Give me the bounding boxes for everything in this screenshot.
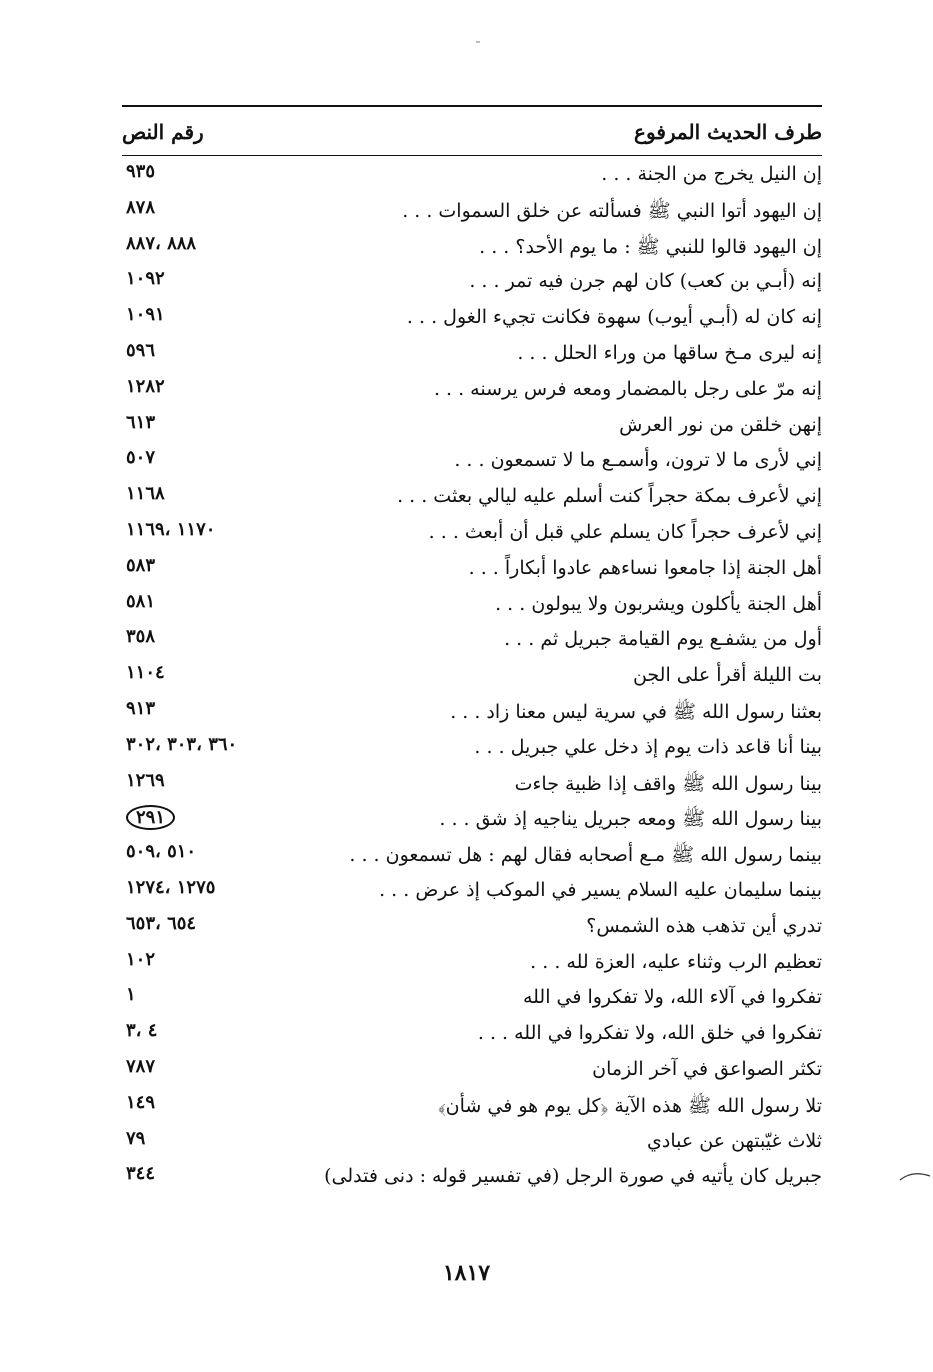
table-row (122, 228, 822, 264)
hadith-text: تفكروا في خلق الله، ولا تفكروا في الله . . . (477, 1022, 822, 1045)
page-number: ١٨١٧ (442, 1260, 491, 1286)
table-row (122, 729, 822, 765)
hadith-text: بينا أنا قاعد ذات يوم إذ دخل علي جبريل . . . (474, 735, 822, 758)
hadith-text: بينما رسول الله ﷺ مـع أصحابه فقال لهم : هل تسمعون . . . (349, 844, 822, 867)
scan-edge-mark (898, 1168, 932, 1186)
text-number: ٨٨٨ ،٨٨٧ (126, 232, 197, 254)
hadith-text: بينما سليمان عليه السلام يسير في الموكب إذ عرض . . . (379, 878, 822, 901)
table-row (122, 872, 822, 908)
circled-text-number: ٢٩١ (126, 805, 175, 830)
table-row (122, 657, 822, 693)
hadith-text: بينا رسول الله ﷺ واقف إذا ظبية جاءت (514, 772, 822, 795)
hadith-text: جبريل كان يأتيه في صورة الرجل (في تفسير قوله : دنى فتدلى) (324, 1165, 822, 1188)
table-row (122, 979, 822, 1015)
hadith-column-header: طرف الحديث المرفوع (634, 120, 822, 144)
hadith-text: إنهن خلقن من نور العرش (619, 413, 822, 436)
table-row (122, 156, 822, 192)
table-row (122, 800, 822, 836)
top-rule (122, 105, 822, 107)
text-number: ٥٨١ (126, 590, 156, 612)
table-row (122, 693, 822, 729)
text-number: ٩١٣ (126, 697, 156, 719)
text-number: ٥٠٧ (126, 447, 156, 469)
text-number: ١ (126, 984, 136, 1006)
text-number: ١٢٧٥ ،١٢٧٤ (126, 876, 216, 898)
table-row (122, 478, 822, 514)
hadith-text: تكثر الصواعق في آخر الزمان (592, 1057, 822, 1080)
text-number: ٣٦٠ ،٣٠٣ ،٣٠٢ (126, 733, 238, 755)
text-number: ١٠٩١ (126, 304, 165, 326)
table-row (122, 944, 822, 980)
index-list (122, 156, 822, 1194)
hadith-text: أهل الجنة إذا جامعوا نساءهم عادوا أبكاراً . . . (468, 556, 822, 579)
hadith-text: إنه مرّ على رجل بالمضمار ومعه فرس يرسنه . . . (433, 377, 822, 400)
table-row (122, 550, 822, 586)
table-row (122, 371, 822, 407)
hadith-text: أول من يشفـع يوم القيامة جبريل ثم . . . (504, 628, 822, 651)
hadith-text: تدري أين تذهب هذه الشمس؟ (586, 914, 822, 937)
text-number: ٤ ،٣ (126, 1020, 158, 1042)
table-row (122, 1051, 822, 1087)
text-number: ٥٩٦ (126, 339, 156, 361)
text-number: ٦١٣ (126, 411, 156, 433)
text-number: ١٤٩ (126, 1091, 156, 1113)
text-number: ٧٨٧ (126, 1055, 156, 1077)
text-number: ١٢٨٢ (126, 375, 165, 397)
hadith-text: بينا رسول الله ﷺ ومعه جبريل يناجيه إذ شق . . . (439, 808, 822, 831)
hadith-text: إني لأعرف بمكة حجراً كنت أسلم عليه ليالي بعثت . . . (397, 485, 822, 508)
table-header (122, 112, 822, 152)
hadith-text: إنه (أبـي بن كعب) كان لهم جرن فيه تمر . . . (469, 270, 822, 293)
hadith-text: إنه كان له (أبـي أيوب) سهوة فكانت تجيء الغول . . . (406, 306, 822, 329)
text-number: ٨٧٨ (126, 196, 156, 218)
table-row (122, 586, 822, 622)
table-row (122, 1015, 822, 1051)
text-number: ١١٧٠ ،١١٦٩ (126, 518, 216, 540)
table-row (122, 442, 822, 478)
text-number: ١١٦٨ (126, 483, 165, 505)
hadith-text: تلا رسول الله ﷺ هذه الآية ﴿كل يوم هو في شأن﴾ (437, 1094, 822, 1117)
hadith-text: إن اليهود أتوا النبي ﷺ فسألته عن خلق السموات . . . (402, 199, 822, 222)
text-number: ٥١٠ ،٥٠٩ (126, 841, 197, 863)
hadith-text: تفكروا في آلاء الله، ولا تفكروا في الله (522, 986, 822, 1009)
scan-mark (470, 38, 490, 46)
table-row (122, 263, 822, 299)
text-number: ٩٣٥ (126, 161, 156, 182)
table-row (122, 1123, 822, 1159)
text-number: ١٠٢ (126, 948, 156, 970)
text-number: ١٠٩٢ (126, 268, 165, 290)
table-row (122, 836, 822, 872)
hadith-text: إن اليهود قالوا للنبي ﷺ : ما يوم الأحد؟ . . . (479, 235, 822, 258)
hadith-text: بعثنا رسول الله ﷺ في سرية ليس معنا زاد . . . (450, 700, 822, 723)
table-row (122, 299, 822, 335)
table-row (122, 335, 822, 371)
table-row (122, 192, 822, 228)
hadith-text: ثلاث غيّبتهن عن عبادي (647, 1129, 822, 1152)
text-number: ٣٥٨ (126, 626, 156, 648)
number-column-header: رقم النص (122, 120, 204, 144)
text-number: ٣٤٤ (126, 1163, 156, 1185)
text-number: ٥٨٣ (126, 554, 156, 576)
table-row (122, 514, 822, 550)
hadith-text: إني لأعرف حجراً كان يسلم علي قبل أن أبعث . . . (428, 520, 822, 543)
hadith-text: إن النيل يخرج من الجنة . . . (601, 163, 822, 185)
table-row (122, 407, 822, 443)
table-row (122, 1158, 822, 1194)
text-number: ١٢٦٩ (126, 769, 165, 791)
hadith-text: تعظيم الرب وثناء عليه، العزة لله . . . (530, 950, 822, 973)
text-number: ٧٩ (126, 1127, 146, 1149)
hadith-text: إني لأرى ما لا ترون، وأسمـع ما لا تسمعون . . . (454, 449, 822, 472)
hadith-text: بت الليلة أقرأ على الجن (632, 664, 822, 687)
table-row (122, 1087, 822, 1123)
text-number: ١١٠٤ (126, 662, 165, 684)
hadith-text: أهل الجنة يأكلون ويشربون ولا يبولون . . . (495, 592, 822, 615)
table-row (122, 765, 822, 801)
table-row (122, 621, 822, 657)
text-number: ٦٥٤ ،٦٥٣ (126, 912, 197, 934)
table-row (122, 908, 822, 944)
hadith-text: إنه ليرى مـخ ساقها من وراء الحلل . . . (517, 341, 822, 364)
